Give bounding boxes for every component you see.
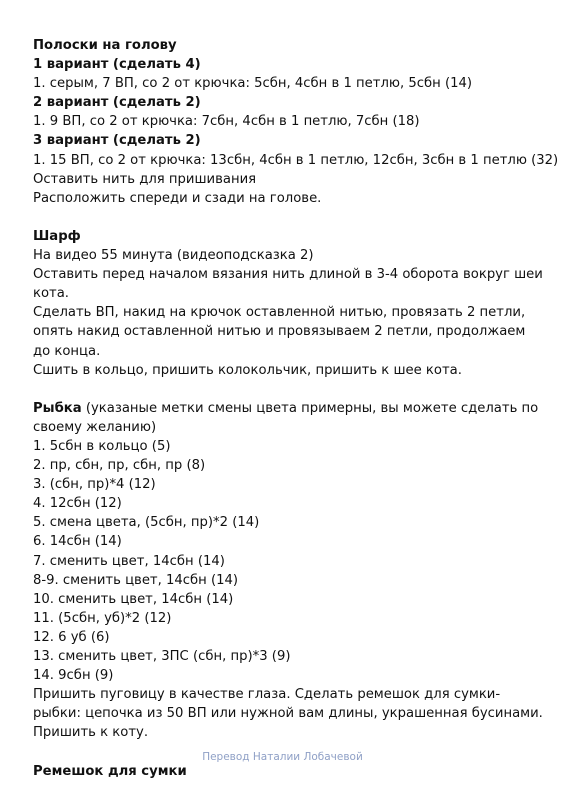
pattern-row: 6. 14сбн (14) <box>33 534 122 550</box>
footer-credit: Перевод Наталии Лобачевой <box>202 751 363 763</box>
instruction-text: Расположить спереди и сзади на голове. <box>33 190 322 206</box>
instruction-text: Сшить в кольцо, пришить колокольчик, пришить к шее кота. <box>33 362 462 378</box>
fish-heading-paragraph <box>33 399 543 437</box>
pattern-row: 2. пр, сбн, пр, сбн, пр (8) <box>33 458 206 474</box>
section-heading-strap: Ремешок для сумки <box>33 763 187 779</box>
pattern-row: 3. (сбн, пр)*4 (12) <box>33 477 156 493</box>
instruction-text: Сделать ВП, накид на крючок оставленной нитью, провязать 2 петли, опять накид оставленной нитью и провязываем 2 петли, продолжаем до конца. <box>33 305 526 359</box>
pattern-row: 1. 5сбн в кольцо (5) <box>33 438 171 454</box>
variant-heading-2: 2 вариант (сделать 2) <box>33 95 201 111</box>
pattern-row: 1. 9 ВП, со 2 от крючка: 7сбн, 4сбн в 1 петлю, 7сбн (18) <box>33 114 420 130</box>
pattern-row: 13. сменить цвет, 3ПС (сбн, пр)*3 (9) <box>33 649 291 664</box>
section-heading-scarf: Шарф <box>33 228 81 244</box>
section-heading-stripes: Полоски на голову <box>33 38 177 53</box>
pattern-row: 1. серым, 7 ВП, со 2 от крючка: 5сбн, 4сбн в 1 петлю, 5сбн (14) <box>33 76 473 92</box>
pattern-row: 12. 6 уб (6) <box>33 629 110 645</box>
instruction-text: На видео 55 минута (видеоподсказка 2) <box>33 248 314 264</box>
pattern-row: 1. 15 ВП, со 2 от крючка: 13сбн, 4сбн в 1 петлю, 12сбн, 3сбн в 1 петлю (32) <box>33 152 559 168</box>
instruction-text: Оставить перед началом вязания нить длиной в 3-4 оборота вокруг шеи кота. <box>33 267 543 302</box>
pattern-row: 5. смена цвета, (5сбн, пр)*2 (14) <box>33 515 260 531</box>
spacer <box>33 208 543 227</box>
pattern-row: 4. 12сбн (12) <box>33 496 122 512</box>
pattern-row: 11. (5сбн, уб)*2 (12) <box>33 610 172 626</box>
instruction-text: Пришить пуговицу в качестве глаза. Сделать ремешок для сумки-рыбки: цепочка из 50 ВП или нужной вам длины, украшенная бусинами. Пришить к коту. <box>33 687 543 741</box>
pattern-row: 14. 9сбн (9) <box>33 668 114 684</box>
spacer <box>33 380 543 399</box>
variant-heading-3: 3 вариант (сделать 2) <box>33 133 201 149</box>
pattern-row: 10. сменить цвет, 14сбн (14) <box>33 591 234 607</box>
variant-heading-1: 1 вариант (сделать 4) <box>33 57 201 73</box>
instruction-text: Оставить нить для пришивания <box>33 171 257 187</box>
section-heading-fish: Рыбка <box>33 400 82 416</box>
document-page <box>33 36 559 781</box>
pattern-row: 8-9. сменить цвет, 14сбн (14) <box>33 572 239 588</box>
pattern-row: 7. сменить цвет, 14сбн (14) <box>33 553 225 569</box>
fish-heading-note: (указаные метки смены цвета примерны, вы можете сделать по своему желанию) <box>33 400 539 435</box>
